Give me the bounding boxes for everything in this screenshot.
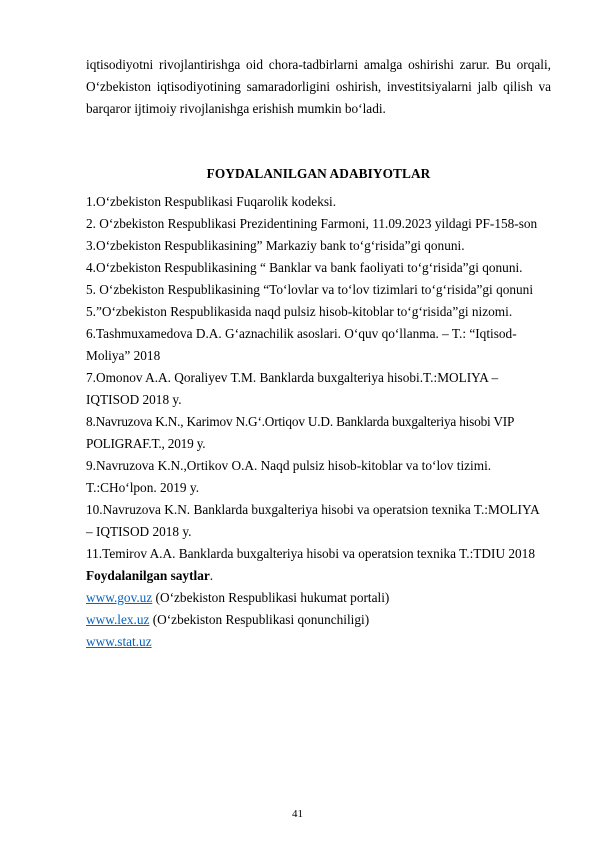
reference-item: 8.Navruzova K.N., Karimov N.G‘.Ortiqov U.D. Banklarda buxgalteriya hisobi VIP POLIGRAF.T., 2019 y. bbox=[86, 414, 514, 451]
reference-item: 2. O‘zbekiston Respublikasi Prezidentining Farmoni, 11.09.2023 yildagi PF-158-son bbox=[86, 216, 538, 231]
intro-section bbox=[86, 54, 551, 120]
website-link-stat[interactable]: www.stat.uz bbox=[86, 634, 152, 649]
document-page bbox=[86, 54, 551, 653]
websites-title-text: Foydalanilgan saytlar bbox=[86, 568, 210, 583]
reference-item: 11.Temirov A.A. Banklarda buxgalteriya hisobi va operatsion texnika T.:TDIU 2018 bbox=[86, 546, 535, 561]
website-item bbox=[86, 631, 551, 653]
websites-title bbox=[86, 565, 551, 587]
page-number: 41 bbox=[292, 808, 303, 820]
reference-item: 10.Navruzova K.N. Banklarda buxgalteriya hisobi va operatsion texnika T.:MOLIYA – IQTISOD 2018 y. bbox=[86, 502, 539, 539]
references-heading: FOYDALANILGAN ADABIYOTLAR bbox=[206, 166, 431, 181]
reference-item: 5.”O‘zbekiston Respublikasida naqd pulsiz hisob-kitoblar to‘g‘risida”gi nizomi. bbox=[86, 304, 513, 319]
intro-paragraph: iqtisodiyotni rivojlantirishga oid chora-tadbirlarni amalga oshirishi zarur. Bu orqali, O‘zbekiston iqtisodiyotining samaradorligini oshirish, investitsiyalarni jalb qilish va barqaror ijtimoiy rivojlanishga erishish mumkin bo‘ladi. bbox=[86, 57, 551, 116]
reference-item: 4.O‘zbekiston Respublikasining “ Banklar va bank faoliyati to‘g‘risida”gi qonuni. bbox=[86, 260, 523, 275]
reference-item: 7.Omonov A.A. Qoraliyev T.M. Banklarda buxgalteriya hisobi.T.:MOLIYA – IQTISOD 2018 y. bbox=[86, 370, 499, 407]
reference-item: 1.O‘zbekiston Respublikasi Fuqarolik kodeksi. bbox=[86, 194, 337, 209]
website-note: (O‘zbekiston Respublikasi qonunchiligi) bbox=[149, 612, 370, 627]
website-note: (O‘zbekiston Respublikasi hukumat portali) bbox=[152, 590, 390, 605]
website-item bbox=[86, 587, 551, 609]
references-list bbox=[86, 191, 551, 565]
website-link-lex[interactable]: www.lex.uz bbox=[86, 612, 150, 627]
websites-list bbox=[86, 587, 551, 653]
website-link-gov[interactable]: www.gov.uz bbox=[86, 590, 153, 605]
reference-item: 3.O‘zbekiston Respublikasining” Markaziy bank to‘g‘risida”gi qonuni. bbox=[86, 238, 465, 253]
websites-title-suffix: . bbox=[209, 568, 214, 583]
reference-item: 6.Tashmuxamedova D.A. G‘aznachilik asoslari. O‘quv qo‘llanma. – T.: “Iqtisod-Moliya” 2018 bbox=[86, 326, 517, 363]
website-item bbox=[86, 609, 551, 631]
reference-item: 9.Navruzova K.N.,Ortikov O.A. Naqd pulsiz hisob-kitoblar va to‘lov tizimi. T.:CHo‘lpon. 2019 y. bbox=[86, 458, 492, 495]
reference-item: 5. O‘zbekiston Respublikasining “To‘lovlar va to‘lov tizimlari to‘g‘risida”gi qonuni bbox=[86, 282, 534, 297]
